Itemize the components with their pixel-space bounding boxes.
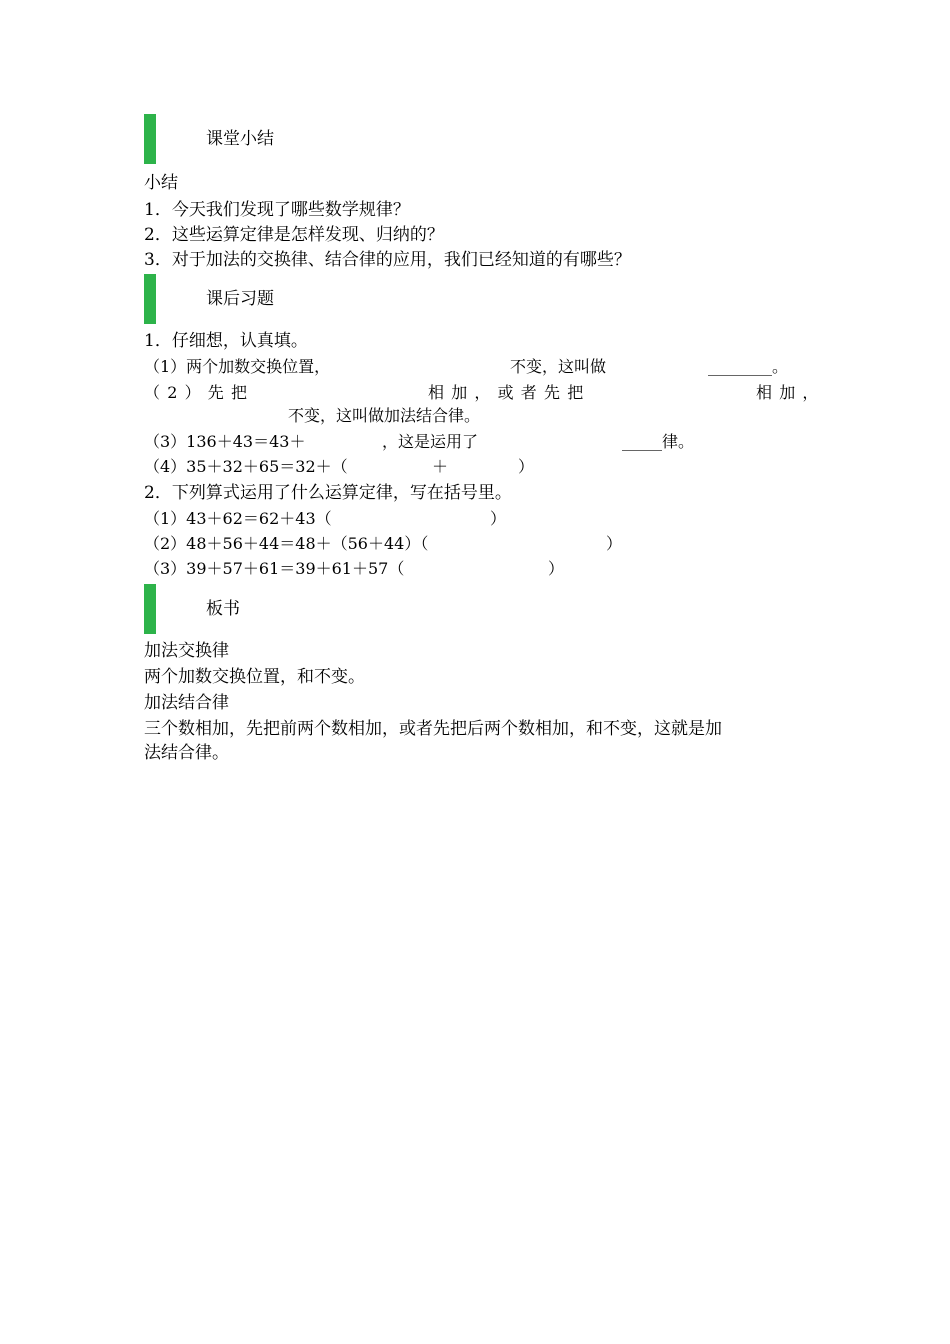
fill-item-text: 相加，或者先把 <box>428 383 591 402</box>
fill-item-text: （1）两个加数交换位置， <box>144 357 331 376</box>
summary-item: 2．这些运算定律是怎样发现、归纳的？ <box>144 225 444 245</box>
fill-item-text: 不变，这叫做加法结合律。 <box>288 406 481 425</box>
section-header-board <box>144 584 544 634</box>
section-title: 课堂小结 <box>206 129 274 149</box>
fill-item-text: ，这是运用了 <box>382 432 479 451</box>
fill-item-text: （3）136＋43＝43＋ <box>144 432 306 451</box>
section-bar <box>144 584 156 634</box>
board-line: 加法交换律 <box>144 641 229 661</box>
board-line: 法结合律。 <box>144 743 229 763</box>
section-header-homework <box>144 274 544 324</box>
fill-item-text: （3）39＋57＋61＝39＋61＋57（ <box>144 559 405 578</box>
question-prompt: 1．仔细想，认真填。 <box>144 331 308 351</box>
board-line: 加法结合律 <box>144 693 229 713</box>
section-title: 课后习题 <box>206 289 274 309</box>
fill-item-text: （4）35＋32＋65＝32＋（ <box>144 457 348 476</box>
fill-item-text: ） <box>548 559 565 578</box>
fill-item-text: ＋ <box>432 457 449 476</box>
fill-item-text: ） <box>490 509 507 528</box>
section-bar <box>144 114 156 164</box>
question-prompt: 2．下列算式运用了什么运算定律，写在括号里。 <box>144 483 512 503</box>
fill-item-text: ） <box>518 457 535 476</box>
summary-item: 1．今天我们发现了哪些数学规律？ <box>144 200 410 220</box>
board-line: 两个加数交换位置，和不变。 <box>144 667 365 687</box>
summary-subtitle: 小结 <box>144 173 178 193</box>
answer-blank: _____律。 <box>622 432 695 451</box>
board-line: 三个数相加，先把前两个数相加，或者先把后两个数相加，和不变，这就是加 <box>144 719 722 739</box>
fill-item-text: 相加， <box>756 383 826 402</box>
fill-item-text: ） <box>606 534 623 553</box>
summary-item: 3．对于加法的交换律、结合律的应用，我们已经知道的有哪些？ <box>144 250 631 270</box>
fill-item-text: （2）先把 <box>144 383 255 402</box>
section-header-summary <box>144 114 544 164</box>
section-title: 板书 <box>206 599 240 619</box>
fill-item-text: （2）48＋56＋44＝48＋（56＋44）（ <box>144 534 429 553</box>
fill-item-text: （1）43＋62＝62＋43（ <box>144 509 332 528</box>
answer-blank: ________。 <box>708 357 789 376</box>
section-bar <box>144 274 156 324</box>
fill-item-text: 不变，这叫做 <box>510 357 607 376</box>
